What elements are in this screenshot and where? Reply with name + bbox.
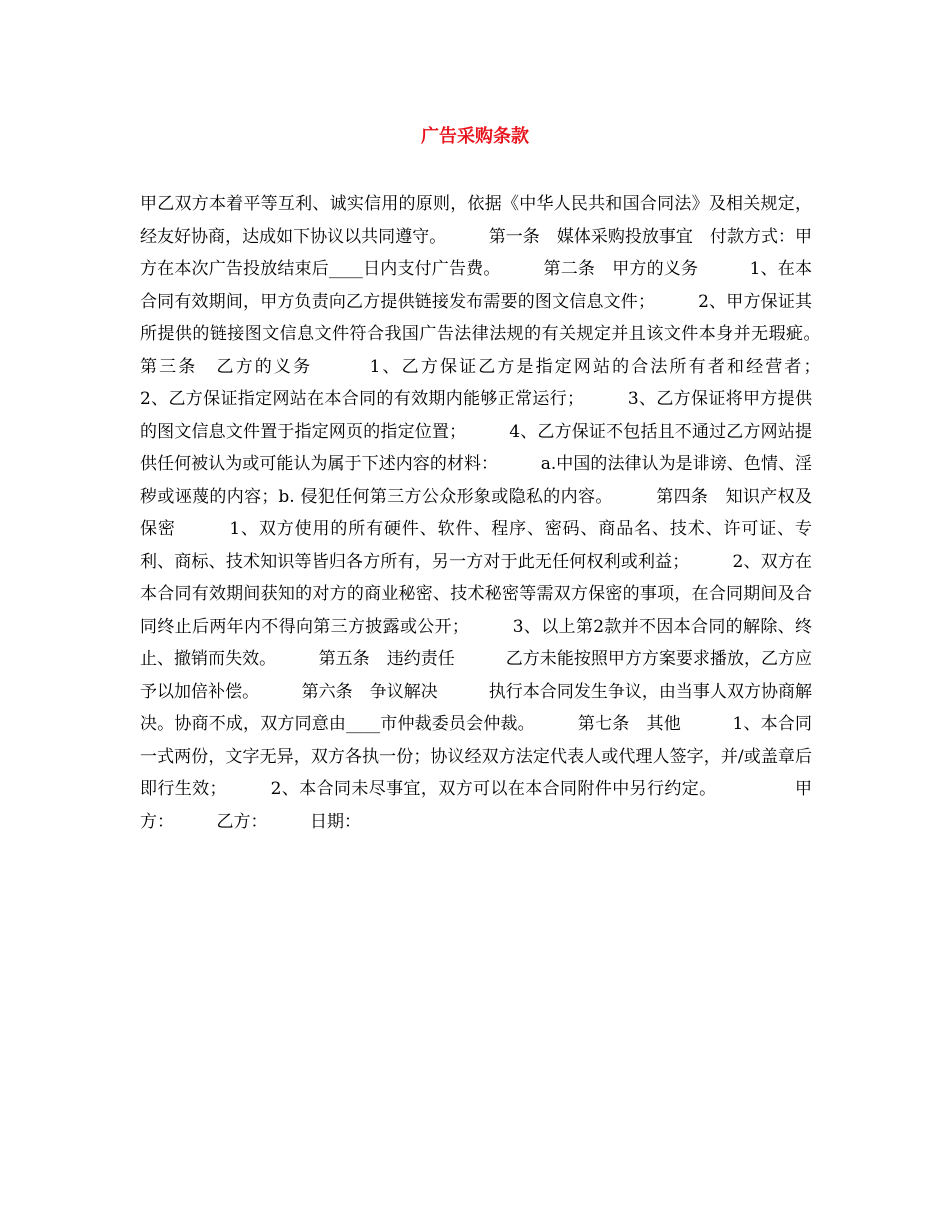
contract-body-text: 甲乙双方本着平等互利、诚实信用的原则，依据《中华人民共和国合同法》及相关规定，经友好协商，达成如下协议以共同遵守。 第一条 媒体采购投放事宜 付款方式：甲方在本次广告投放结束后____日内支付广告费。 第二条 甲方的义务 1、在本合同有效期间，甲方负责向乙方提供链接发布需要的图文信息文件； 2、甲方保证其所提供的链接图文信息文件符合我国广告法律法规的有关规定并且该文件本身并无瑕疵。 第三条 乙方的义务 1、乙方保证乙方是指定网站的合法所有者和经营者； 2、乙方保证指定网站在本合同的有效期内能够正常运行； 3、乙方保证将甲方提供的图文信息文件置于指定网页的指定位置； 4、乙方保证不包括且不通过乙方网站提供任何被认为或可能认为属于下述内容的材料： a.中国的法律认为是诽谤、色情、淫秽或诬蔑的内容；b. 侵犯任何第三方公众形象或隐私的内容。 第四条 知识产权及保密 1、双方使用的所有硬件、软件、程序、密码、商品名、技术、许可证、专利、商标、技术知识等皆归各方所有，另一方对于此无任何权利或利益； 2、双方在本合同有效期间获知的对方的商业秘密、技术秘密等需双方保密的事项，在合同期间及合同终止后两年内不得向第三方披露或公开； 3、以上第2款并不因本合同的解除、终止、撤销而失效。 第五条 违约责任 乙方未能按照甲方方案要求播放，乙方应予以加倍补偿。 第六条 争议解决 执行本合同发生争议，由当事人双方协商解决。协商不成，双方同意由____市仲裁委员会仲裁。 第七条 其他 1、本合同一式两份，文字无异，双方各执一份；协议经双方法定代表人或代理人签字，并/或盖章后即行生效； 2、本合同未尽事宜，双方可以在本合同附件中另行约定。 甲方： 乙方： 日期： — [140, 194, 863, 832]
document-title: 广告采购条款 — [421, 126, 529, 147]
